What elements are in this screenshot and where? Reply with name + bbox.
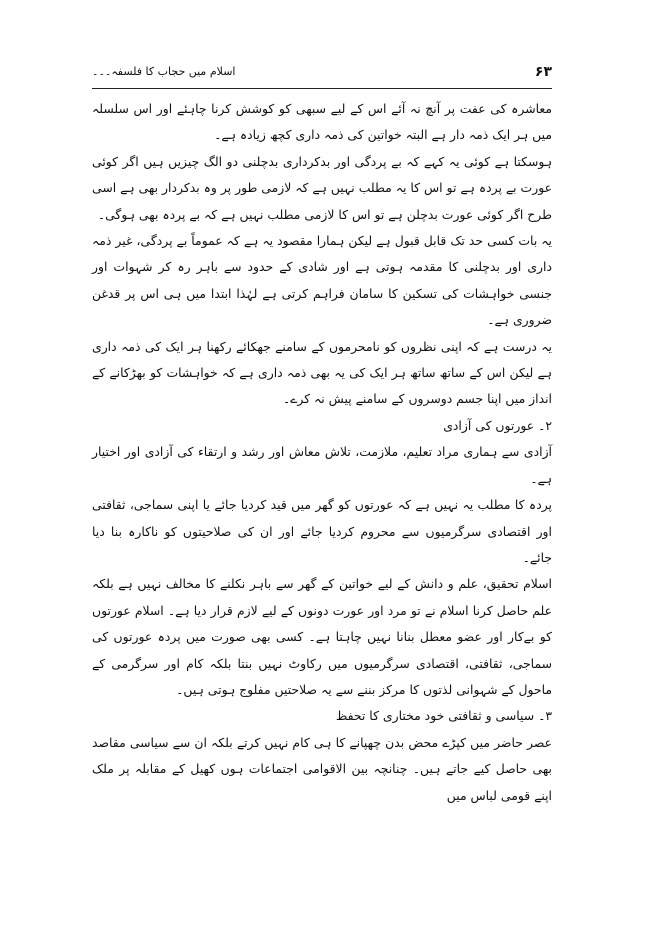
page-number: ۶۳ [534,64,552,80]
section-heading: ۲۔ عورتوں کی آزادی [443,417,552,433]
section-heading: ۳۔ سیاسی و ثقافتی خود مختاری کا تحفظ [335,708,552,724]
header-divider [92,88,552,89]
paragraph: آزادی سے ہماری مراد تعلیم، ملازمت، تلاش معاش اور رشد و ارتقاء کی آزادی اور اختیار ہے۔ [92,444,552,486]
paragraph: پردہ کا مطلب یہ نہیں ہے کہ عورتوں کو گھر میں قید کردیا جائے یا اپنی سماجی، ثقافتی اور اقتصادی سرگرمیوں سے محروم کردیا جائے اور ان کی صلاحیتوں کو ناکارہ بنا دیا جائے۔ [92,497,552,565]
paragraph: یہ بات کسی حد تک قابل قبول ہے لیکن ہمارا مقصود یہ ہے کہ عموماً بے پردگی، غیر ذمہ داری اور بدچلنی کا مقدمہ ہوتی ہے اور شادی کے حدود سے باہر رہ کر شہوات اور جنسی خواہشات کی تسکین کا سامان فراہم کرتی ہے لہٰذا ابتدا میں ہی اس پر قدغن ضروری ہے۔ [92,233,552,328]
document-body [92,96,552,809]
paragraph: یہ درست ہے کہ اپنی نظروں کو نامحرموں کے سامنے جھکائے رکھنا ہر ایک کی ذمہ داری ہے لیکن اس کے ساتھ ساتھ ہر ایک کی یہ بھی ذمہ داری ہے کہ خواہشات کو بھڑکانے کے انداز میں اپنا جسم دوسروں کے سامنے پیش نہ کرے۔ [92,338,552,407]
paragraph: اسلام تحقیق، علم و دانش کے لیے خواتین کے گھر سے باہر نکلنے کا مخالف نہیں ہے بلکہ علم حاصل کرنا اسلام نے تو مرد اور عورت دونوں کے لیے لازم قرار دیا ہے۔ اسلام عورتوں کو بےکار اور عضو معطل بنانا نہیں چاہتا ہے۔ کسی بھی صورت میں پردہ عورتوں کی سماجی، ثقافتی، اقتصادی سرگرمیوں میں رکاوٹ نہیں بنتا بلکہ کام اور سرگرمی کے ماحول کے شہوانی لذتوں کا مرکز بننے سے یہ صلاحتیں مفلوج ہوتی ہیں۔ [92,576,552,697]
paragraph: عصر حاضر میں کپڑے محض بدن چھپانے کا ہی کام نہیں کرتے بلکہ ان سے سیاسی مقاصد بھی حاصل کیے جاتے ہیں۔ چنانچہ بین الاقوامی اجتماعات ہوں کھیل کے مقابلہ پر ملک اپنے قومی لباس میں [92,734,552,803]
paragraph: ہوسکتا ہے کوئی یہ کہے کہ بے پردگی اور بدکرداری بدچلنی دو الگ چیزیں ہیں اگر کوئی عورت بے پردہ ہے تو اس کا یہ مطلب نہیں ہے کہ لازمی طور پر وہ بدکردار بھی ہے اسی طرح اگر کوئی عورت بدچلن ہے تو اس کا لازمی مطلب نہیں ہے کہ بے پردہ بھی ہوگی۔ [92,153,552,222]
page-header [92,62,552,88]
paragraph: معاشرہ کی عفت پر آنچ نہ آئے اس کے لیے سبھی کو کوشش کرنا چاہئے اور اس سلسلہ میں ہر ایک ذمہ دار ہے البتہ خواتین کی ذمہ داری کچھ زیادہ ہے۔ [92,101,552,143]
running-title: اسلام میں حجاب کا فلسفہ۔۔۔ [92,65,236,78]
